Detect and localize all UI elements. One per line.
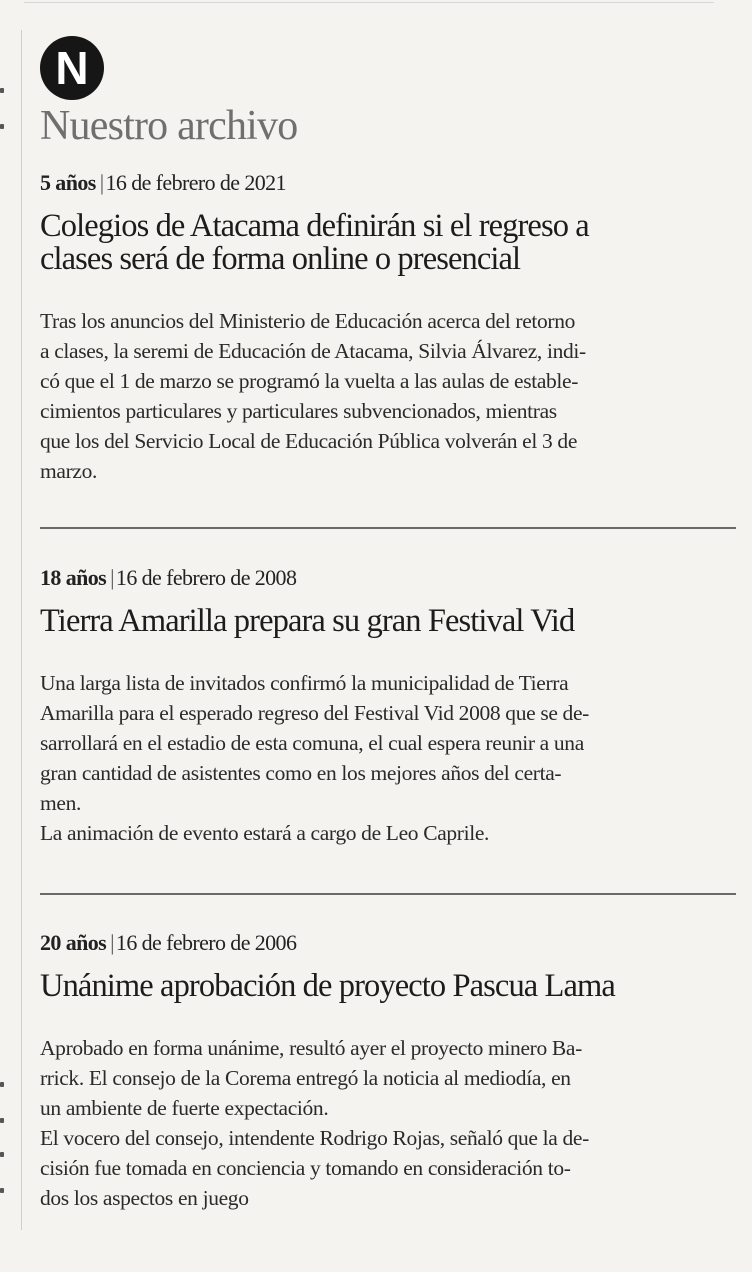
- margin-mark: [0, 1082, 4, 1087]
- logo-letter: N: [55, 42, 89, 94]
- dateline: 18 años |16 de febrero de 2008: [40, 565, 297, 590]
- column-rule: [21, 30, 22, 1230]
- margin-mark: [0, 124, 4, 129]
- publication-date: 16 de febrero de 2008: [115, 565, 297, 590]
- entry-body: Una larga lista de invitados confirmó la municipalidad de Tierra Amarilla para el esperado regreso del Festival Vid 2008 que se de- sarrollará en el estadio de esta comuna, el cual espera reunir a una gran cantidad de asistentes como en los mejores años del certa- men.: [40, 671, 589, 815]
- publication-date: 16 de febrero de 2006: [115, 930, 297, 955]
- newspaper-logo-icon: [40, 36, 104, 100]
- entry-headline: Unánime aprobación de proyecto Pascua Lama: [40, 968, 615, 1004]
- entry-divider: [40, 527, 736, 529]
- dateline: 20 años |16 de febrero de 2006: [40, 930, 297, 955]
- entry-body: Tras los anuncios del Ministerio de Educación acerca del retorno a clases, la seremi de Educación de Atacama, Silvia Álvarez, indi- có que el 1 de marzo se programó la vuelta a las aulas de estable- cimientos particulares y particulares subvencionados, mientras que los del Servicio Local de Educación Pública volverán el 3 de marzo.: [40, 309, 586, 483]
- archive-entry: [40, 565, 736, 848]
- top-rule: [24, 2, 714, 3]
- dateline: 5 años |16 de febrero de 2021: [40, 170, 286, 195]
- section-title: Nuestro archivo: [40, 103, 298, 149]
- archive-entry: [40, 170, 736, 486]
- publication-date: 16 de febrero de 2021: [105, 170, 286, 195]
- margin-mark: [0, 1152, 4, 1157]
- years-ago-label: 20 años: [40, 930, 107, 955]
- years-ago-label: 18 años: [40, 565, 107, 590]
- archive-entry: [40, 930, 736, 1213]
- entry-headline: Colegios de Atacama definirán si el regreso a clases será de forma online o presencial: [40, 208, 589, 277]
- entry-divider: [40, 893, 736, 895]
- entry-headline: Tierra Amarilla prepara su gran Festival Vid: [40, 603, 575, 639]
- entry-body: Aprobado en forma unánime, resultó ayer el proyecto minero Ba- rrick. El consejo de la Corema entregó la noticia al mediodía, en un ambiente de fuerte expectación.: [40, 1036, 582, 1120]
- entry-body: El vocero del consejo, intendente Rodrigo Rojas, señaló que la de- cisión fue tomada en conciencia y tomando en consideración to- dos los aspectos en juego: [40, 1126, 589, 1210]
- margin-mark: [0, 1188, 4, 1193]
- years-ago-label: 5 años: [40, 170, 96, 195]
- entry-body: La animación de evento estará a cargo de Leo Caprile.: [40, 821, 490, 845]
- margin-mark: [0, 88, 4, 93]
- margin-mark: [0, 1118, 4, 1123]
